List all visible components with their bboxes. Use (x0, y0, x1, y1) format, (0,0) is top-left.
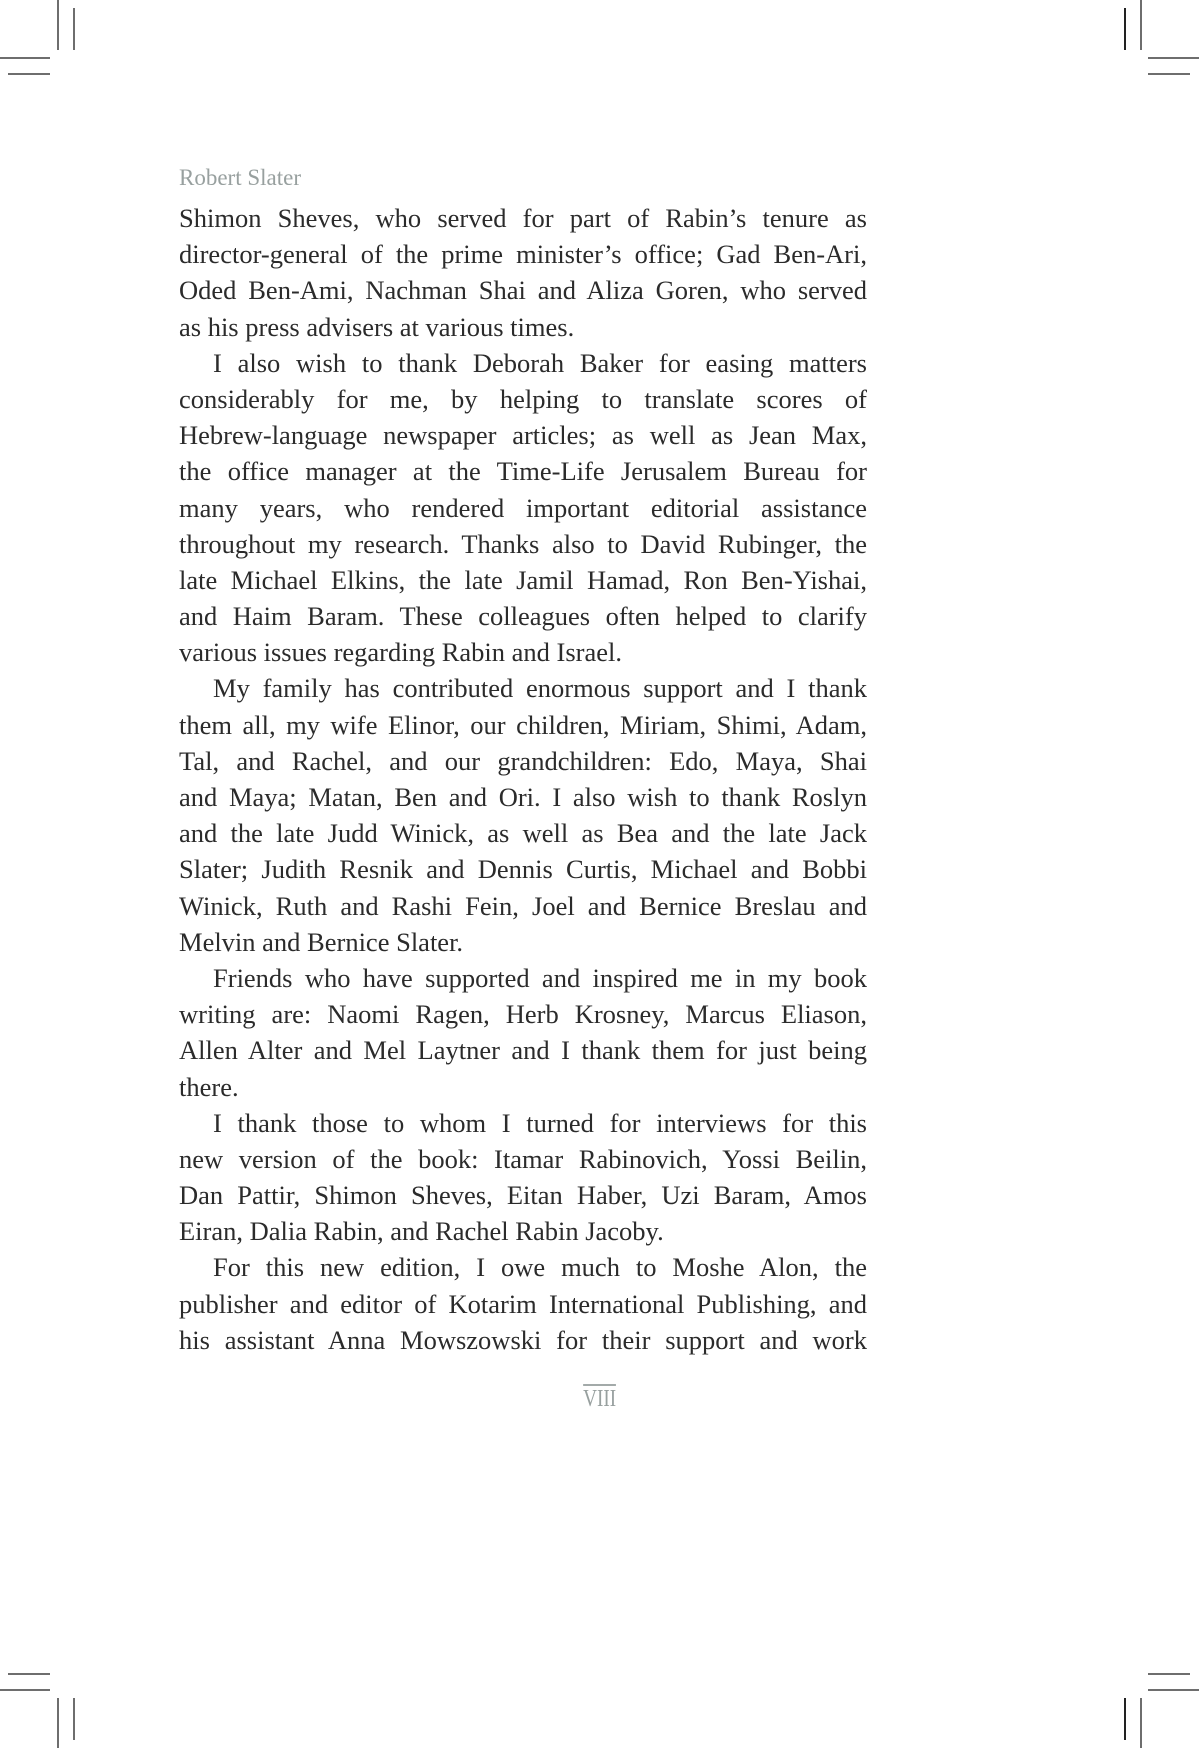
text-line (179, 598, 867, 634)
text-line (179, 634, 867, 670)
text-line (179, 417, 867, 453)
text-line-content: late Michael Elkins, the late Jamil Hamad, Ron Ben-Yishai, (179, 564, 867, 595)
text-line-content: Friends who have supported and inspired me in my book (213, 962, 867, 993)
text-line-content: his assistant Anna Mowszowski for their support and work (179, 1324, 867, 1355)
text-line-content: I thank those to whom I turned for interviews for this (213, 1107, 867, 1138)
text-line (179, 1032, 867, 1068)
crop-mark-top-right-vertical-inner (1124, 8, 1126, 50)
crop-mark-bottom-left-vertical-inner (73, 1698, 75, 1740)
text-line (179, 888, 867, 924)
text-line-content: Tal, and Rachel, and our grandchildren: Edo, Maya, Shai (179, 745, 867, 776)
text-line-content: and Maya; Matan, Ben and Ori. I also wish to thank Roslyn (179, 782, 867, 812)
text-line (179, 996, 867, 1032)
crop-mark-top-left-horizontal-outer (0, 57, 50, 59)
text-line-content: Oded Ben-Ami, Nachman Shai and Aliza Goren, who served (179, 275, 867, 306)
paragraph (179, 345, 867, 671)
paragraph (179, 960, 867, 1105)
text-line-content: there. (179, 1071, 239, 1102)
text-line-content: Allen Alter and Mel Laytner and I thank them for just being (179, 1035, 867, 1066)
text-line-content: new version of the book: Itamar Rabinovich, Yossi Beilin, (179, 1143, 867, 1174)
crop-mark-bottom-left-vertical-outer (57, 1698, 59, 1748)
text-line-content: the office manager at the Time-Life Jerusalem Bureau for (179, 456, 867, 487)
text-line-content: publisher and editor of Kotarim International Publishing, and (179, 1288, 867, 1319)
text-line (179, 309, 867, 345)
crop-mark-bottom-left-horizontal-inner (8, 1673, 50, 1675)
text-line (179, 1249, 867, 1285)
text-line-content: Slater; Judith Resnik and Dennis Curtis, Michael and Bobbi (179, 854, 867, 885)
text-line-content: them all, my wife Elinor, our children, Miriam, Shimi, Adam, (179, 709, 867, 740)
text-line-content: Winick, Ruth and Rashi Fein, Joel and Bernice Breslau and (179, 890, 867, 921)
body-text (179, 200, 867, 1358)
crop-mark-top-right-vertical-outer (1140, 0, 1142, 50)
text-line-content: writing are: Naomi Ragen, Herb Krosney, Marcus Eliason, (179, 999, 867, 1030)
crop-mark-bottom-right-horizontal-outer (1148, 1689, 1199, 1691)
text-line-content: My family has contributed enormous support and I thank (213, 673, 867, 704)
text-line-content: I also wish to thank Deborah Baker for easing matters (213, 347, 867, 378)
crop-mark-bottom-right-horizontal-inner (1148, 1673, 1190, 1675)
text-line (179, 200, 867, 236)
paragraph (179, 1249, 867, 1358)
crop-mark-top-left-horizontal-inner (8, 73, 50, 75)
text-line (179, 272, 867, 308)
text-line (179, 1069, 867, 1105)
text-line (179, 236, 867, 272)
text-line (179, 453, 867, 489)
paragraph (179, 670, 867, 960)
text-line (179, 1286, 867, 1322)
paragraph (179, 1105, 867, 1250)
paragraph (179, 200, 867, 345)
text-line (179, 779, 867, 815)
page-number: VIII (582, 1386, 617, 1412)
text-line-content: and Haim Baram. These colleagues often helped to clarify (179, 601, 867, 632)
text-line-content: Dan Pattir, Shimon Sheves, Eitan Haber, Uzi Baram, Amos (179, 1180, 867, 1211)
text-line-content: director-general of the prime minister’s office; Gad Ben-Ari, (179, 239, 867, 270)
text-line-content: considerably for me, by helping to translate scores of (179, 383, 867, 414)
text-line (179, 851, 867, 887)
text-line (179, 815, 867, 851)
text-line (179, 1213, 867, 1249)
text-line (179, 960, 867, 996)
text-line (179, 670, 867, 706)
crop-mark-top-right-horizontal-outer (1148, 57, 1199, 59)
text-line-content: as his press advisers at various times. (179, 311, 575, 342)
text-line-content: Shimon Sheves, who served for part of Rabin’s tenure as (179, 203, 867, 233)
text-line-content: and the late Judd Winick, as well as Bea and the late Jack (179, 818, 867, 849)
crop-mark-bottom-right-vertical-inner (1124, 1698, 1126, 1740)
page-number-container (0, 1384, 1199, 1412)
text-line (179, 1322, 867, 1358)
text-line (179, 1141, 867, 1177)
crop-mark-top-left-vertical-inner (73, 8, 75, 50)
text-line (179, 707, 867, 743)
text-line (179, 562, 867, 598)
text-line (179, 345, 867, 381)
text-line-content: Melvin and Bernice Slater. (179, 926, 464, 957)
crop-mark-top-left-vertical-outer (57, 0, 59, 50)
text-line-content: For this new edition, I owe much to Moshe Alon, the (213, 1252, 867, 1283)
crop-mark-bottom-left-horizontal-outer (0, 1689, 50, 1691)
text-line-content: throughout my research. Thanks also to David Rubinger, the (179, 528, 867, 559)
running-head-author: Robert Slater (179, 165, 301, 190)
text-line (179, 1105, 867, 1141)
text-line (179, 526, 867, 562)
text-line-content: Hebrew-language newspaper articles; as well as Jean Max, (179, 420, 867, 451)
text-line (179, 743, 867, 779)
text-line (179, 1177, 867, 1213)
text-line (179, 924, 867, 960)
crop-mark-top-right-horizontal-inner (1148, 73, 1190, 75)
text-line (179, 381, 867, 417)
text-line-content: Eiran, Dalia Rabin, and Rachel Rabin Jacoby. (179, 1216, 664, 1247)
text-line-content: many years, who rendered important editorial assistance (179, 492, 867, 523)
crop-mark-bottom-right-vertical-outer (1140, 1698, 1142, 1748)
text-line-content: various issues regarding Rabin and Israel. (179, 637, 623, 668)
text-line (179, 490, 867, 526)
